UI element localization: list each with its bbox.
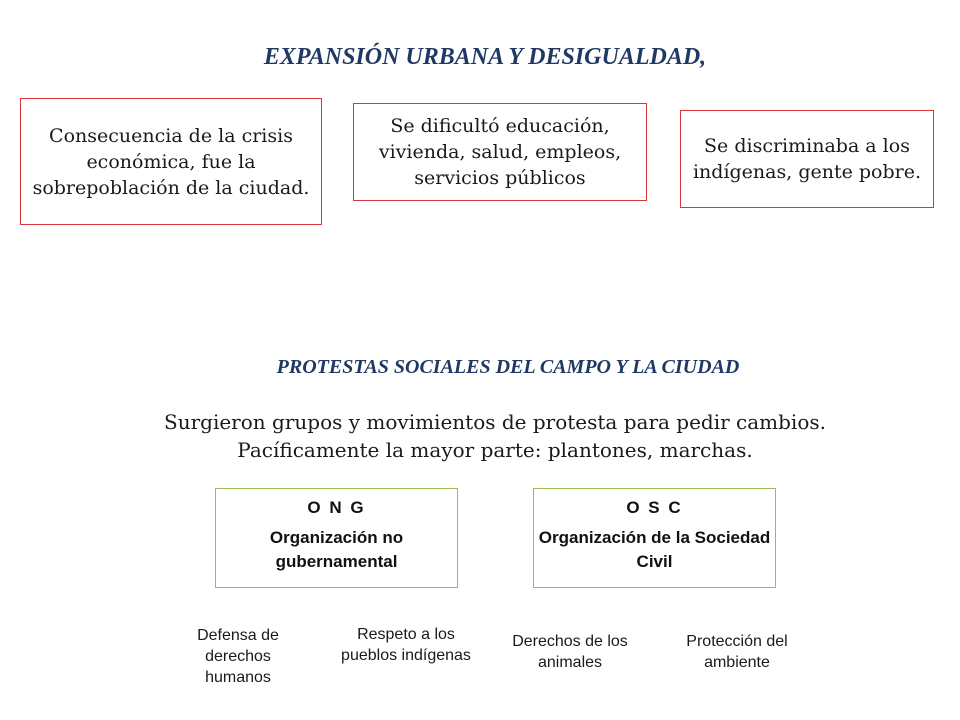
title-expansion-urbana: EXPANSIÓN URBANA Y DESIGUALDAD,	[263, 44, 707, 70]
box-ong	[215, 488, 458, 588]
osc-full-name: Organización de la Sociedad Civil	[538, 528, 771, 571]
protest-description	[0, 408, 960, 464]
box-dificulto-text: Se dificultó educación, vivienda, salud, empleos, servicios públicos	[378, 115, 622, 189]
ong-abbreviation: O N G	[307, 498, 366, 517]
box-consecuencia-text: Consecuencia de la crisis económica, fue la sobrepoblación de la ciudad.	[32, 124, 310, 199]
title-protestas-sociales: PROTESTAS SOCIALES DEL CAMPO Y LA CIUDAD	[276, 356, 740, 378]
protest-line-1: Surgieron grupos y movimientos de protesta para pedir cambios.	[164, 410, 826, 434]
protest-line-2: Pacíficamente la mayor parte: plantones, marchas.	[237, 438, 753, 462]
box-discriminacion	[680, 110, 934, 208]
osc-abbreviation: O S C	[626, 498, 683, 517]
box-discriminacion-text: Se discriminaba a los indígenas, gente pobre.	[692, 135, 922, 183]
item-proteccion-ambiente: Protección del ambiente	[686, 633, 788, 671]
box-consecuencia-crisis	[20, 98, 322, 225]
ong-full-name: Organización no gubernamental	[269, 528, 404, 571]
item-derechos-animales: Derechos de los animales	[512, 633, 628, 671]
item-pueblos-indigenas: Respeto a los pueblos indígenas	[341, 626, 471, 664]
box-dificulto-servicios	[353, 103, 647, 201]
box-osc	[533, 488, 776, 588]
item-derechos-humanos: Defensa de derechos humanos	[197, 627, 279, 686]
